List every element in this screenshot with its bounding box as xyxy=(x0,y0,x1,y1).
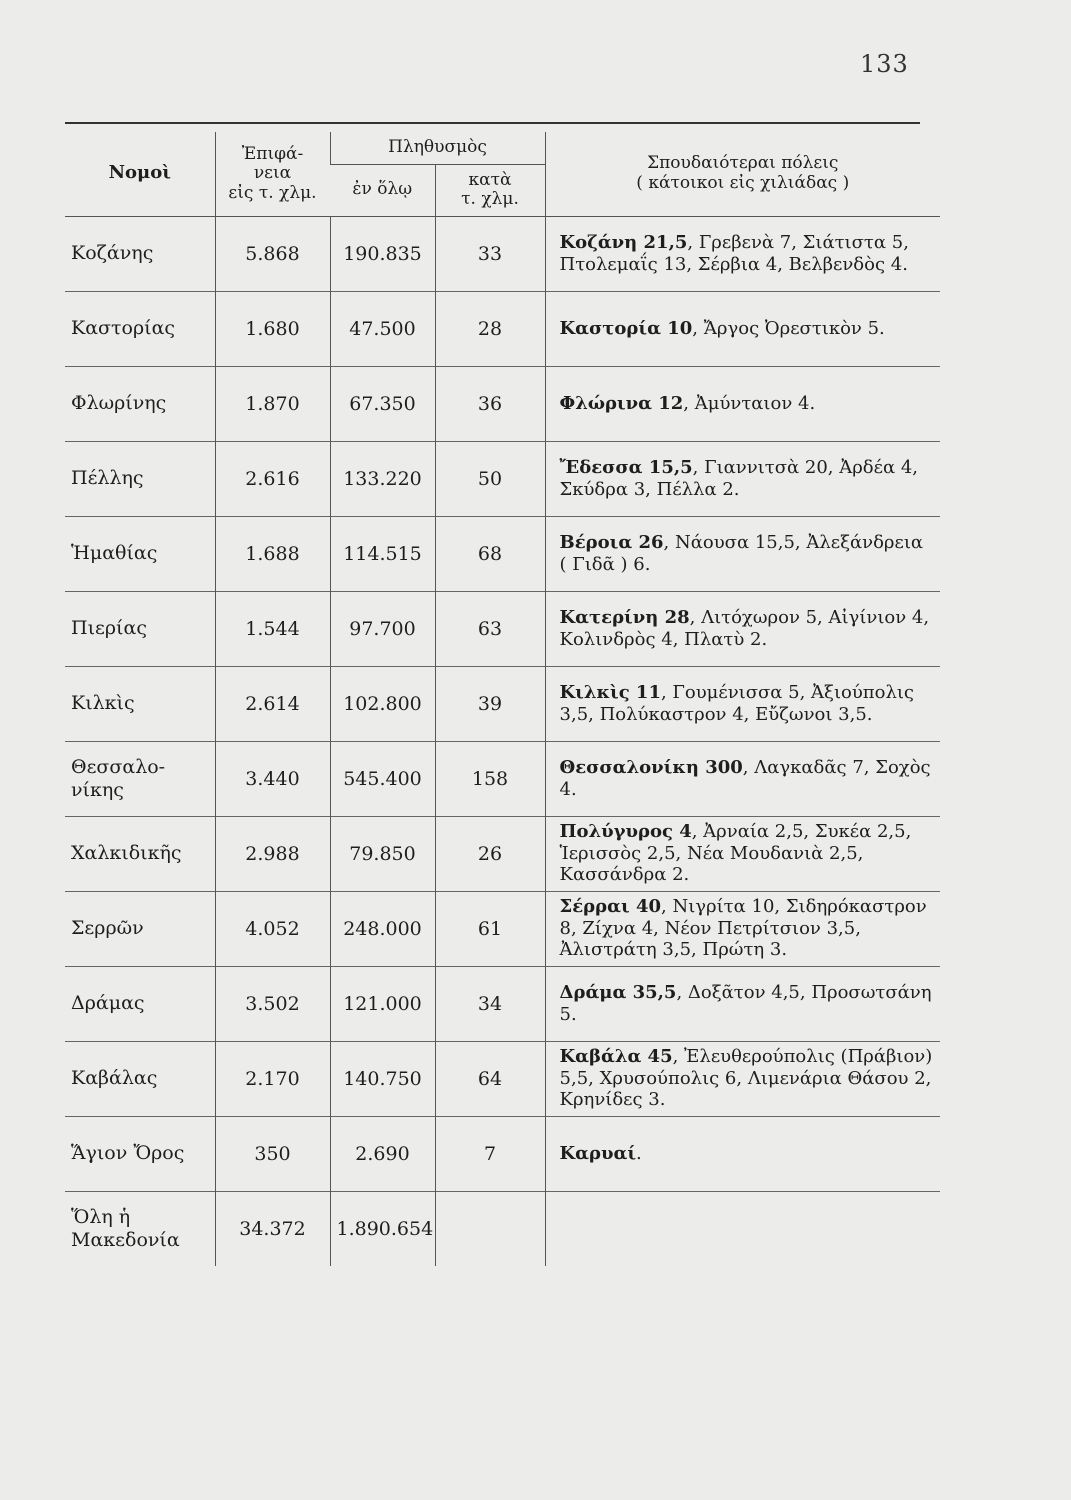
header-cities xyxy=(545,132,940,216)
header-population: Πληθυσμὸς xyxy=(330,132,545,164)
area-value: 3.502 xyxy=(215,966,330,1041)
main-city: Βέροια 26 xyxy=(559,532,664,554)
header-area-line3: εἰς τ. χλμ. xyxy=(228,182,317,203)
main-city: Θεσσαλονίκη 300 xyxy=(559,757,743,779)
header-density-line2: τ. χλμ. xyxy=(461,189,519,210)
area-value: 34.372 xyxy=(215,1191,330,1266)
main-city: Κατερίνη 28 xyxy=(559,607,690,629)
other-cities: , Νάουσα 15,5, Ἀλεξάνδρεια ( Γιδᾶ ) 6. xyxy=(559,532,924,575)
population-total: 248.000 xyxy=(330,891,435,966)
population-density: 64 xyxy=(435,1041,545,1116)
table-row xyxy=(65,366,940,441)
population-total: 121.000 xyxy=(330,966,435,1041)
population-total: 133.220 xyxy=(330,441,435,516)
other-cities: , Ἀρναία 2,5, Συκέα 2,5, Ἱερισσὸς 2,5, Νέα Μουδανιὰ 2,5, Κασσάνδρα 2. xyxy=(559,821,912,886)
cities-cell xyxy=(545,1191,940,1266)
other-cities: , Λιτόχωρον 5, Αἰγίνιον 4, Κολινδρὸς 4, Πλατὺ 2. xyxy=(559,607,930,650)
cities-cell xyxy=(545,741,940,816)
table-row-total xyxy=(65,1191,940,1266)
cities-cell xyxy=(545,366,940,441)
main-city: Καβάλα 45 xyxy=(559,1046,673,1068)
table-row xyxy=(65,516,940,591)
cities-cell xyxy=(545,1116,940,1191)
population-total: 545.400 xyxy=(330,741,435,816)
population-density: 36 xyxy=(435,366,545,441)
macedonia-population-table xyxy=(65,132,940,1266)
cities-cell xyxy=(545,966,940,1041)
nomos-name: Φλωρίνης xyxy=(71,392,167,415)
area-value: 2.616 xyxy=(215,441,330,516)
area-value: 2.614 xyxy=(215,666,330,741)
population-density: 34 xyxy=(435,966,545,1041)
population-total: 67.350 xyxy=(330,366,435,441)
nomos-name: Ὅλη ἡ Μακεδονία xyxy=(71,1205,180,1251)
area-value: 350 xyxy=(215,1116,330,1191)
other-cities: , Ἄργος Ὀρεστικὸν 5. xyxy=(692,317,885,339)
other-cities: , Νιγρίτα 10, Σιδηρόκαστρον 8, Ζίχνα 4, Νέον Πετρίτσιον 3,5, Ἀλιστράτη 3,5, Πρώτη 3. xyxy=(559,896,927,961)
population-total: 190.835 xyxy=(330,216,435,291)
table-row xyxy=(65,591,940,666)
cities-cell xyxy=(545,1041,940,1116)
table-row xyxy=(65,816,940,891)
main-city: Ἔδεσσα 15,5 xyxy=(559,457,693,479)
table-row xyxy=(65,1116,940,1191)
cities-cell xyxy=(545,666,940,741)
nomos-name: Χαλκιδικῆς xyxy=(71,842,182,865)
cities-cell xyxy=(545,516,940,591)
area-value: 1.680 xyxy=(215,291,330,366)
main-city: Κιλκὶς 11 xyxy=(559,682,661,704)
header-cities-line1: Σπουδαιότεραι πόλεις xyxy=(647,153,839,174)
table-row xyxy=(65,891,940,966)
nomos-name: Πέλλης xyxy=(71,467,144,490)
nomos-name: Σερρῶν xyxy=(71,917,144,940)
cities-cell xyxy=(545,816,940,891)
cities-cell xyxy=(545,216,940,291)
population-total: 2.690 xyxy=(330,1116,435,1191)
other-cities: , Γιαννιτσὰ 20, Ἀρδέα 4, Σκύδρα 3, Πέλλα 2. xyxy=(559,457,919,500)
other-cities: , Λαγκαδᾶς 7, Σοχὸς 4. xyxy=(559,757,931,800)
area-value: 5.868 xyxy=(215,216,330,291)
nomos-name: Πιερίας xyxy=(71,617,147,640)
population-total: 47.500 xyxy=(330,291,435,366)
main-city: Σέρραι 40 xyxy=(559,896,662,918)
nomos-name: Θεσσαλο- νίκης xyxy=(71,755,166,801)
header-area-line1: Ἐπιφά- xyxy=(241,143,304,164)
nomos-name: Καστορίας xyxy=(71,317,176,340)
header-density-line1: κατὰ xyxy=(468,169,512,190)
population-density: 61 xyxy=(435,891,545,966)
main-city: Φλώρινα 12 xyxy=(559,392,684,414)
other-cities: , Ἀμύνταιον 4. xyxy=(683,392,816,414)
population-total: 140.750 xyxy=(330,1041,435,1116)
page-number: 133 xyxy=(860,50,909,78)
table-row xyxy=(65,441,940,516)
area-value: 2.170 xyxy=(215,1041,330,1116)
population-density: 158 xyxy=(435,741,545,816)
area-value: 3.440 xyxy=(215,741,330,816)
area-value: 1.688 xyxy=(215,516,330,591)
other-cities: , Δοξᾶτον 4,5, Προσωτσάνη 5. xyxy=(559,982,932,1025)
table-row xyxy=(65,741,940,816)
population-density: 7 xyxy=(435,1116,545,1191)
area-value: 1.870 xyxy=(215,366,330,441)
population-total: 1.890.654 xyxy=(330,1191,435,1266)
main-city: Δράμα 35,5 xyxy=(559,982,677,1004)
top-rule xyxy=(65,122,920,124)
table-row xyxy=(65,1041,940,1116)
population-total: 102.800 xyxy=(330,666,435,741)
table-row xyxy=(65,216,940,291)
main-city: Καρυαί xyxy=(559,1142,637,1164)
nomos-name: Κιλκὶς xyxy=(71,692,135,715)
population-total: 97.700 xyxy=(330,591,435,666)
population-total: 114.515 xyxy=(330,516,435,591)
other-cities: . xyxy=(636,1142,642,1164)
cities-cell xyxy=(545,891,940,966)
table-row xyxy=(65,666,940,741)
population-density: 28 xyxy=(435,291,545,366)
header-area-line2: νεια xyxy=(253,163,292,184)
main-city: Κοζάνη 21,5 xyxy=(559,232,688,254)
population-density: 50 xyxy=(435,441,545,516)
population-total: 79.850 xyxy=(330,816,435,891)
other-cities: , Γουμένισσα 5, Ἀξιούπολις 3,5, Πολύκαστρον 4, Εὔζωνοι 3,5. xyxy=(559,682,915,725)
population-density xyxy=(435,1191,545,1266)
nomos-name: Κοζάνης xyxy=(71,242,154,265)
main-city: Καστορία 10 xyxy=(559,317,693,339)
other-cities: , Γρεβενὰ 7, Σιάτιστα 5, Πτολεμαΐς 13, Σέρβια 4, Βελβενδὸς 4. xyxy=(559,232,909,275)
nomos-name: Καβάλας xyxy=(71,1067,158,1090)
header-cities-line2: ( κάτοικοι εἰς χιλιάδας ) xyxy=(636,172,850,193)
area-value: 2.988 xyxy=(215,816,330,891)
cities-cell xyxy=(545,441,940,516)
population-density: 39 xyxy=(435,666,545,741)
header-pop-density xyxy=(435,164,545,216)
table-row xyxy=(65,966,940,1041)
cities-cell xyxy=(545,591,940,666)
area-value: 4.052 xyxy=(215,891,330,966)
area-value: 1.544 xyxy=(215,591,330,666)
header-pop-total: ἐν ὅλῳ xyxy=(330,164,435,216)
population-density: 68 xyxy=(435,516,545,591)
nomos-name: Δράμας xyxy=(71,992,145,1015)
cities-cell xyxy=(545,291,940,366)
header-area xyxy=(215,132,330,216)
main-city: Πολύγυρος 4 xyxy=(559,821,692,843)
other-cities: , Ἐλευθερούπολις (Πράβιον) 5,5, Χρυσούπολις 6, Λιμενάρια Θάσου 2, Κρηνίδες 3. xyxy=(559,1046,933,1111)
population-density: 63 xyxy=(435,591,545,666)
nomos-name: Ἅγιον Ὄρος xyxy=(71,1142,185,1165)
nomos-name: Ἡμαθίας xyxy=(71,542,158,565)
header-nomos: Νομοὶ xyxy=(65,132,215,216)
population-density: 26 xyxy=(435,816,545,891)
population-density: 33 xyxy=(435,216,545,291)
table-row xyxy=(65,291,940,366)
